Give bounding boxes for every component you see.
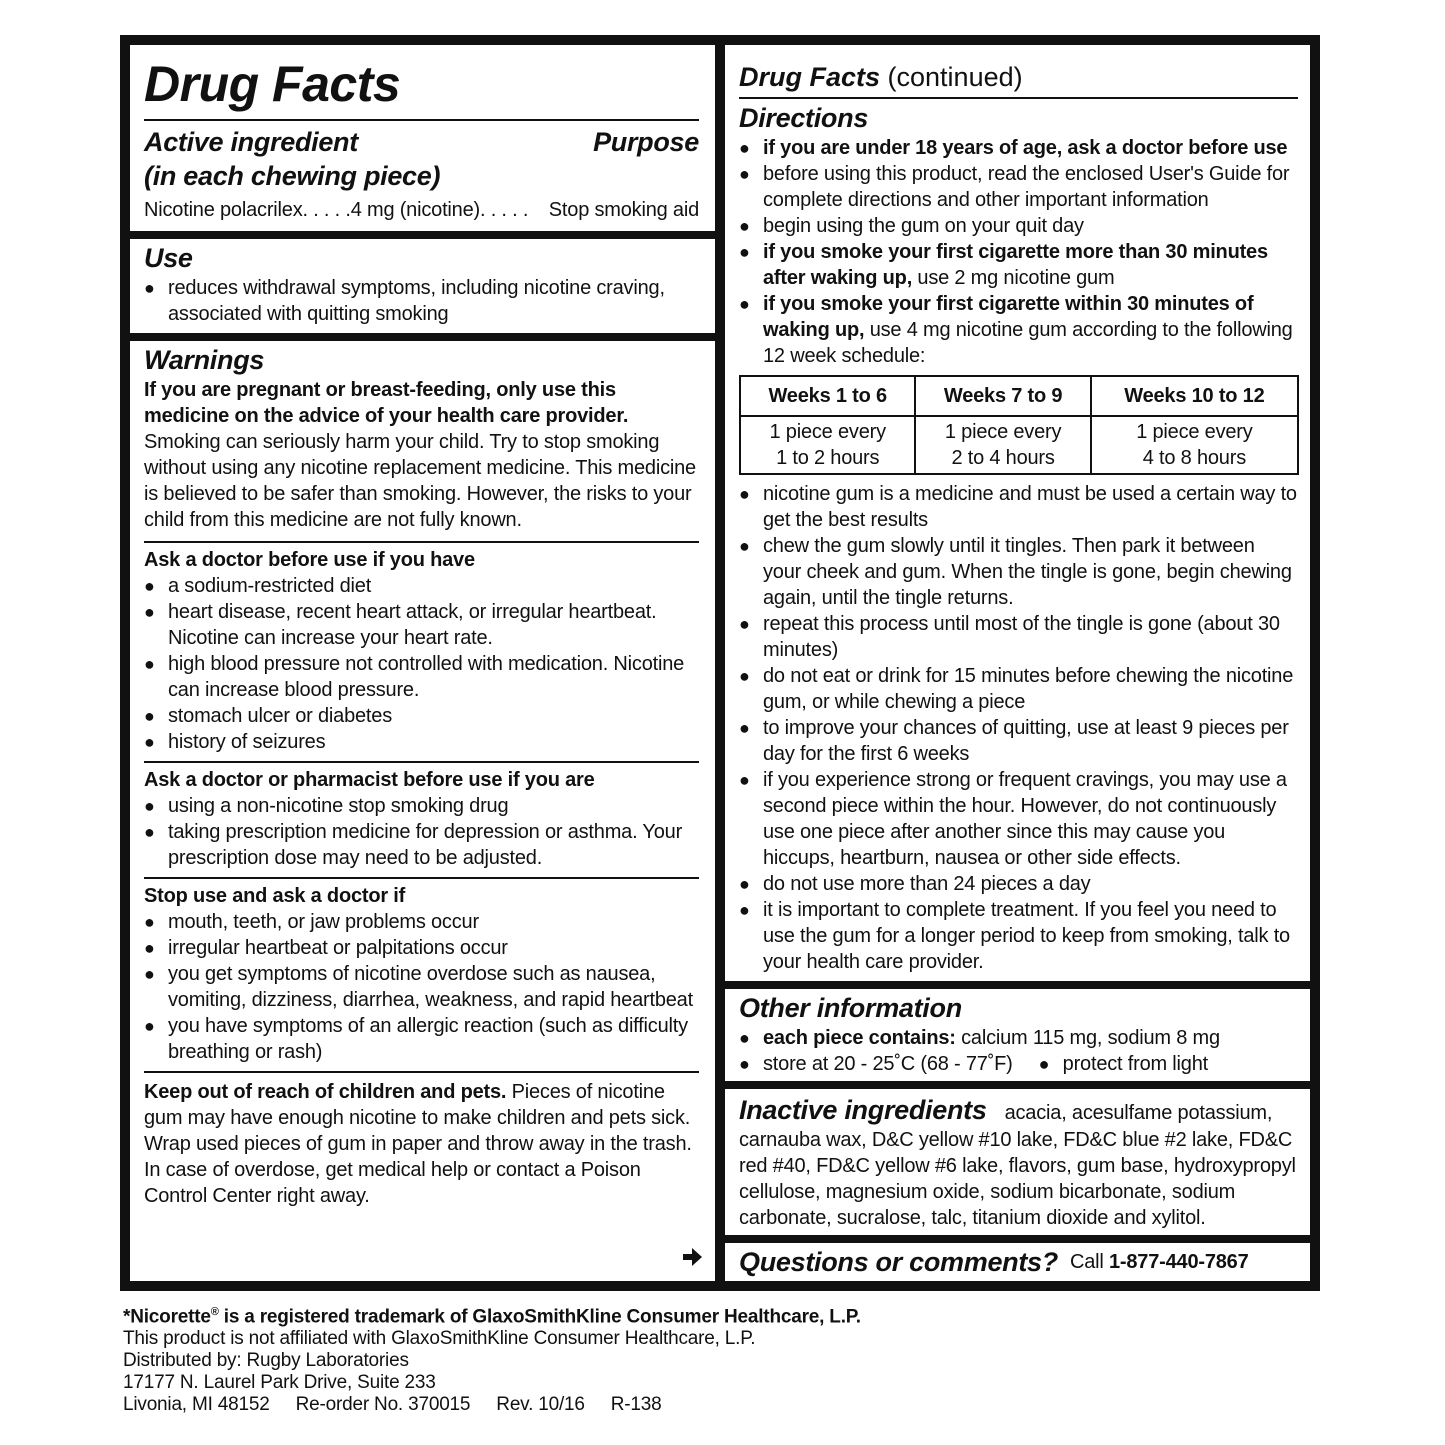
bullet-icon: ● <box>144 1016 155 1036</box>
bullet-icon: ● <box>739 294 750 314</box>
list-item: ● before using this product, read the enclosed User's Guide for complete directions and other important information <box>739 163 1290 211</box>
use-panel <box>130 239 715 333</box>
bullet-icon: ● <box>739 164 750 184</box>
ask-pharmacist-heading: Ask a doctor or pharmacist before use if you are <box>144 769 595 791</box>
bullet-icon: ● <box>144 602 155 622</box>
keep-out-of-reach: Keep out of reach of children and pets. Pieces of nicotine gum may have enough nicotine to make children and pets sick. Wrap used pieces of gum in paper and throw away in the trash. In case of overdose, get medical help or contact a Poison Control Center right away. <box>144 1081 692 1207</box>
continued-title: Drug Facts (continued) <box>739 62 1023 92</box>
list-item: ● begin using the gum on your quit day <box>739 215 1084 237</box>
stop-use-heading: Stop use and ask a doctor if <box>144 885 406 907</box>
list-item: ● repeat this process until most of the tingle is gone (about 30 minutes) <box>739 613 1280 661</box>
list-item: ● history of seizures <box>144 731 326 753</box>
divider <box>144 541 699 543</box>
address-city-line <box>123 1394 1323 1416</box>
revision: Rev. 10/16 <box>496 1394 585 1416</box>
pregnancy-warning-text: Smoking can seriously harm your child. Try to stop smoking without using any nicotine replacement medicine. This medicine is believed to be safer than smoking. However, the risks to your child from this medicine are not fully known. <box>144 431 696 531</box>
distributor: Distributed by: Rugby Laboratories <box>123 1350 409 1372</box>
bullet-icon: ● <box>739 536 750 556</box>
table-row <box>740 416 1298 474</box>
bullet-icon: ● <box>739 770 750 790</box>
address-street: 17177 N. Laurel Park Drive, Suite 233 <box>123 1372 436 1394</box>
list-item: ● high blood pressure not controlled with medication. Nicotine can increase blood pressure. <box>144 653 685 701</box>
list-item: ● store at 20 - 25˚C (68 - 77˚F) ● protect from light <box>739 1053 1209 1075</box>
bullet-icon: ● <box>144 964 155 984</box>
phone-number: 1-877-440-7867 <box>1108 1251 1249 1273</box>
table-header: Weeks 7 to 9 <box>915 376 1090 416</box>
bullet-icon: ● <box>1038 1054 1050 1074</box>
table-header-row <box>740 376 1298 416</box>
bullet-icon: ● <box>144 822 155 842</box>
bullet-icon: ● <box>739 666 750 686</box>
divider <box>144 761 699 763</box>
table-header: Weeks 10 to 12 <box>1091 376 1298 416</box>
bullet-icon: ● <box>739 1028 750 1048</box>
bullet-icon: ● <box>739 138 750 158</box>
bullet-icon: ● <box>144 732 155 752</box>
list-item: ● each piece contains: calcium 115 mg, sodium 8 mg <box>739 1027 1220 1049</box>
bullet-icon: ● <box>144 912 155 932</box>
list-item: ● you get symptoms of nicotine overdose such as nausea, vomiting, dizziness, diarrhea, weakness, and rapid heartbeat <box>144 963 693 1011</box>
inactive-ingredients-panel <box>725 1089 1310 1235</box>
active-ingredient-heading: Active ingredient <box>144 127 358 157</box>
questions-panel <box>725 1243 1310 1281</box>
active-ingredient-panel <box>130 45 715 231</box>
list-item: ● if you smoke your first cigarette within 30 minutes of waking up, use 4 mg nicotine gum according to the following 12 week schedule: <box>739 293 1293 367</box>
table-header: Weeks 1 to 6 <box>740 376 915 416</box>
list-item: ● a sodium-restricted diet <box>144 575 372 597</box>
divider <box>144 119 699 121</box>
bullet-icon: ● <box>144 278 155 298</box>
ingredient-purpose: Stop smoking aid <box>548 199 699 221</box>
bullet-icon: ● <box>144 796 155 816</box>
list-item: ● heart disease, recent heart attack, or irregular heartbeat. Nicotine can increase your heart rate. <box>144 601 657 649</box>
directions-panel <box>725 45 1310 981</box>
use-item: ● reduces withdrawal symptoms, including nicotine craving, associated with quitting smoking <box>144 277 665 325</box>
ingredient-row <box>144 197 699 223</box>
inactive-ingredients: Inactive ingredients acacia, acesulfame potassium, carnauba wax, D&C yellow #10 lake, FD&C blue #2 lake, FD&C red #40, FD&C yellow #6 lake, flavors, gum base, hydroxypropyl cellulose, magnesium oxide, sodium bicarbonate, sodium carbonate, sucralose, talc, titanium dioxide and xylitol. <box>739 1095 1296 1229</box>
affiliation-notice: This product is not affiliated with GlaxoSmithKline Consumer Healthcare, L.P. <box>123 1328 756 1350</box>
drug-facts-label <box>120 35 1320 1291</box>
list-item: ● to improve your chances of quitting, use at least 9 pieces per day for the first 6 weeks <box>739 717 1289 765</box>
list-item: ● it is important to complete treatment. If you feel you need to use the gum for a longer period to keep from smoking, talk to your health care provider. <box>739 899 1290 973</box>
questions-call-label: Call <box>1069 1251 1109 1273</box>
bullet-icon: ● <box>739 614 750 634</box>
divider <box>144 877 699 879</box>
pregnancy-warning: If you are pregnant or breast-feeding, only use this medicine on the advice of your health care provider. <box>144 379 629 427</box>
bullet-icon: ● <box>144 706 155 726</box>
bullet-icon: ● <box>739 242 750 262</box>
list-item: ● using a non-nicotine stop smoking drug <box>144 795 509 817</box>
table-cell: 1 piece every 4 to 8 hours <box>1091 416 1298 474</box>
bullet-icon: ● <box>739 216 750 236</box>
bullet-icon: ● <box>739 1054 750 1074</box>
ingredient-name: Nicotine polacrilex. . . . .4 mg (nicotine). . . . . <box>144 199 529 221</box>
trademark-notice: *Nicorette® is a registered trademark of GlaxoSmithKline Consumer Healthcare, L.P. <box>123 1306 861 1328</box>
list-item: ● if you are under 18 years of age, ask a doctor before use <box>739 137 1288 159</box>
directions-heading: Directions <box>739 103 869 133</box>
use-heading: Use <box>144 243 193 273</box>
list-item: ● you have symptoms of an allergic reaction (such as difficulty breathing or rash) <box>144 1015 688 1063</box>
divider <box>144 1071 699 1073</box>
bullet-icon: ● <box>739 874 750 894</box>
bullet-icon: ● <box>739 484 750 504</box>
address-city: Livonia, MI 48152 <box>123 1394 270 1416</box>
ask-doctor-heading: Ask a doctor before use if you have <box>144 549 475 571</box>
dosing-schedule-table <box>739 375 1299 475</box>
bullet-icon: ● <box>144 938 155 958</box>
arrow-right-icon <box>681 1247 703 1267</box>
bullet-icon: ● <box>144 654 155 674</box>
list-item: ● irregular heartbeat or palpitations occur <box>144 937 508 959</box>
list-item: ● nicotine gum is a medicine and must be used a certain way to get the best results <box>739 483 1297 531</box>
bullet-icon: ● <box>144 576 155 596</box>
divider <box>739 97 1298 99</box>
warnings-panel <box>130 341 715 1281</box>
list-item: ● do not eat or drink for 15 minutes before chewing the nicotine gum, or while chewing a piece <box>739 665 1294 713</box>
active-ingredient-subheading: (in each chewing piece) <box>144 161 441 191</box>
inactive-ingredients-heading: Inactive ingredients <box>739 1095 987 1125</box>
product-code: R-138 <box>610 1394 662 1416</box>
warnings-heading: Warnings <box>144 345 265 375</box>
list-item: ● if you experience strong or frequent cravings, you may use a second piece within the hour. However, do not continuously use one piece after another since this may cause you hiccups, heartburn, nausea or other side effects. <box>739 769 1287 869</box>
reorder-number: Re-order No. 370015 <box>295 1394 471 1416</box>
list-item: ● stomach ulcer or diabetes <box>144 705 393 727</box>
bullet-icon: ● <box>739 900 750 920</box>
drug-facts-title: Drug Facts <box>144 56 401 112</box>
purpose-heading: Purpose <box>593 127 699 157</box>
active-ingredient-header <box>144 125 699 159</box>
table-cell: 1 piece every 2 to 4 hours <box>915 416 1090 474</box>
list-item: ● mouth, teeth, or jaw problems occur <box>144 911 479 933</box>
list-item: ● taking prescription medicine for depression or asthma. Your prescription dose may need to be adjusted. <box>144 821 683 869</box>
other-information-panel <box>725 989 1310 1081</box>
questions-heading: Questions or comments? <box>739 1247 1058 1277</box>
list-item: ● chew the gum slowly until it tingles. Then park it between your cheek and gum. When the tingle is gone, begin chewing again, until the tingle returns. <box>739 535 1292 609</box>
table-cell: 1 piece every 1 to 2 hours <box>740 416 915 474</box>
list-item: ● do not use more than 24 pieces a day <box>739 873 1091 895</box>
bullet-icon: ● <box>739 718 750 738</box>
label-footer <box>123 1301 1323 1416</box>
list-item: ● if you smoke your first cigarette more than 30 minutes after waking up, use 2 mg nicotine gum <box>739 241 1268 289</box>
other-information-heading: Other information <box>739 993 962 1023</box>
